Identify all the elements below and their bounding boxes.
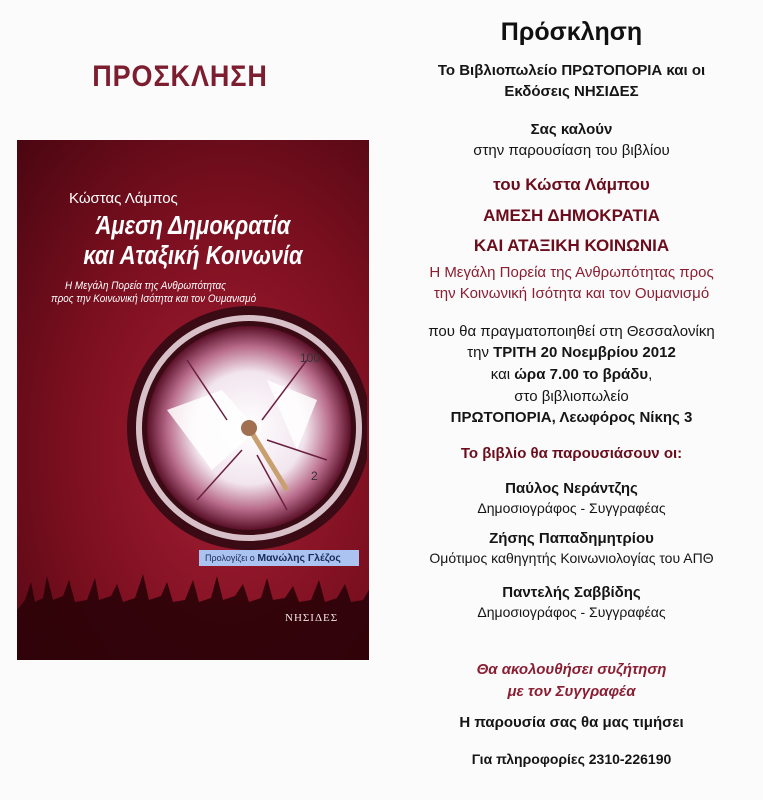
presenter-role: Ομότιμος καθηγητής Κοινωνιολογίας του ΑΠΘ: [429, 550, 714, 566]
prologue-name: Μανώλης Γλέζος: [257, 552, 341, 564]
presenter-name: Ζήσης Παπαδημητρίου: [489, 530, 654, 547]
discussion-line1: Θα ακολουθήσει συζήτηση: [476, 661, 667, 678]
event-date: [380, 344, 763, 361]
presenter-role: Δημοσιογράφος - Συγγραφέας: [477, 604, 666, 620]
event-time: [380, 366, 763, 383]
event-location: που θα πραγματοποιηθεί στη Θεσσαλονίκη: [428, 323, 715, 340]
gauge-pivot: [241, 420, 257, 436]
invite-line1: Σας καλούν: [530, 121, 613, 138]
publisher-label: ΝΗΣΙΔΕΣ: [285, 612, 339, 624]
event-time-value: ώρα 7.00 το βράδυ: [514, 366, 649, 383]
cover-title-line2: και Αταξική Κοινωνία: [83, 240, 303, 270]
presenter-role: Δημοσιογράφος - Συγγραφέας: [477, 500, 666, 516]
event-place-line1: στο βιβλιοπωλείο: [514, 388, 629, 405]
pressure-gauge-image: [127, 290, 367, 550]
book-cover: [17, 140, 369, 660]
book-title-line1: ΑΜΕΣΗ ΔΗΜΟΚΡΑΤΙΑ: [483, 206, 660, 225]
prologue-label: [199, 550, 359, 566]
event-time-suffix: ,: [648, 366, 653, 383]
gauge-number: 100: [300, 351, 321, 365]
event-day-prefix: την: [467, 344, 489, 361]
prologue-prefix: Προλογίζει ο: [205, 553, 255, 563]
event-time-prefix: και: [490, 366, 511, 383]
cover-subtitle-line2: προς την Κοινωνική Ισότητα και τον Ουμανισμό: [51, 293, 257, 305]
presenter-name: Παύλος Νεράντζης: [505, 480, 638, 497]
cover-author: Κώστας Λάμπος: [69, 190, 178, 207]
info-line: Για πληροφορίες 2310-226190: [471, 751, 672, 767]
presenters-heading: Το βιβλίο θα παρουσιάσουν οι:: [460, 445, 683, 462]
book-author: του Κώστα Λάμπου: [493, 175, 650, 194]
left-title: ΠΡΟΣΚΛΗΣΗ: [92, 60, 268, 93]
invitation-heading: Πρόσκληση: [500, 18, 643, 46]
cover-title-line1: Άμεση Δημοκρατία: [95, 210, 291, 240]
hosts-line2: Εκδόσεις ΝΗΣΙΔΕΣ: [504, 83, 639, 100]
invite-line2: στην παρουσίαση του βιβλίου: [473, 142, 670, 159]
book-subtitle-line1: Η Μεγάλη Πορεία της Ανθρωπότητας προς: [429, 264, 714, 281]
cover-subtitle-line1: Η Μεγάλη Πορεία της Ανθρωπότητας: [65, 280, 226, 292]
honor-line: Η παρουσία σας θα μας τιμήσει: [459, 714, 684, 731]
discussion-line2: με τον Συγγραφέα: [507, 683, 636, 700]
book-subtitle-line2: την Κοινωνική Ισότητα και τον Ουμανισμό: [433, 285, 710, 302]
event-date-value: ΤΡΙΤΗ 20 Νοεμβρίου 2012: [493, 344, 676, 361]
gauge-number-small: 2: [311, 469, 318, 483]
event-place-line2: ΠΡΩΤΟΠΟΡΙΑ, Λεωφόρος Νίκης 3: [450, 409, 693, 426]
presenter-name: Παντελής Σαββίδης: [502, 584, 641, 601]
book-title-line2: ΚΑΙ ΑΤΑΞΙΚΗ ΚΟΙΝΩΝΙΑ: [473, 236, 670, 255]
hosts-line1: Το Βιβλιοπωλείο ΠΡΩΤΟΠΟΡΙΑ και οι: [437, 62, 706, 79]
